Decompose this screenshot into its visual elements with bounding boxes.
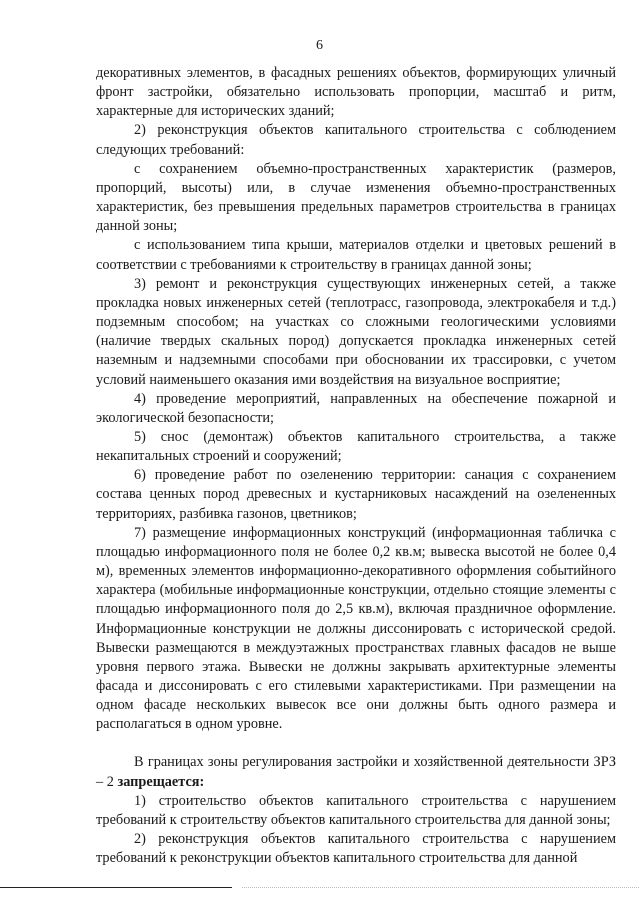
document-body (96, 64, 616, 868)
footer-dotted-line (242, 887, 639, 888)
paragraph-continuation: декоративных элементов, в фасадных решениях объектов, формирующих уличный фронт застройки, обязательно использовать пропорции, масштаб и ритм, характерные для исторических зданий; (96, 65, 616, 120)
zone-heading-text: В границах зоны регулирования застройки и хозяйственной деятельности ЗРЗ – 2 (96, 754, 616, 790)
paragraph-item-7: 7) размещение информационных конструкций (информационная табличка с площадью информационного поля не более 0,2 кв.м; вывеска высотой не более 0,4 м), временных элементов информационно-декоративного оформления событийного характера (мобильные информационные конструкции, отдельно стоящие элементы с площадью информационного поля до 2,5 кв.м), включая праздничное оформление. Информационные конструкции не должны диссонировать с исторической средой. Вывески размещаются в междуэтажных пространствах главных фасадов не выше уровня первого этажа. Вывески не должны закрывать архитектурные элементы фасада и диссонировать с его стилевыми характеристиками. При размещении на одном фасаде нескольких вывесок все они должны быть одного размера и располагаться в одном уровне. (96, 524, 616, 733)
paragraph-item-6: 6) проведение работ по озеленению территории: санация с сохранением состава ценных пород древесных и кустарниковых насаждений на озелененных территориях, разбивка газонов, цветников; (96, 467, 616, 522)
paragraph-prohibited-2: 2) реконструкция объектов капитального строительства с нарушением требований к реконструкции объектов капитального строительства для данной (96, 831, 616, 867)
footer-rule (0, 887, 232, 888)
paragraph-item-5: 5) снос (демонтаж) объектов капитального строительства, а также некапитальных строений и сооружений; (96, 428, 616, 465)
zone-heading-prohibited: запрещается: (117, 773, 205, 790)
paragraph-item-2: 2) реконструкция объектов капитального строительства с соблюдением следующих требований: (96, 122, 616, 158)
paragraph-prohibited-1: 1) строительство объектов капитального строительства с нарушением требований к строительству объектов капитального строительства для данной зоны; (96, 792, 616, 828)
paragraph-requirement-roof: с использованием типа крыши, материалов отделки и цветовых решений в соответствии с требованиями к строительству в границах данной зоны; (96, 237, 616, 273)
paragraph-item-4: 4) проведение мероприятий, направленных на обеспечение пожарной и экологической безопасности; (96, 390, 616, 426)
paragraph-requirement-volume: с сохранением объемно-пространственных характеристик (размеров, пропорций, высоты) или, в случае изменения объемно-пространственных характеристик, без превышения предельных параметров строительства в границах данной зоны; (96, 160, 616, 235)
paragraph-item-3: 3) ремонт и реконструкция существующих инженерных сетей, а также прокладка новых инженерных сетей (теплотрасс, газопровода, электрокабеля и т.д.) подземным способом; на участках со сложными геологическими условиями (наличие твердых скальных пород) допускается прокладка инженерных сетей наземным и надземными способами при обосновании их трассировки, с учетом условий наименьшего оказания ими воздействия на визуальное восприятие; (96, 275, 616, 388)
page-number: 6 (316, 38, 323, 53)
paragraph-zone-heading (96, 753, 616, 791)
